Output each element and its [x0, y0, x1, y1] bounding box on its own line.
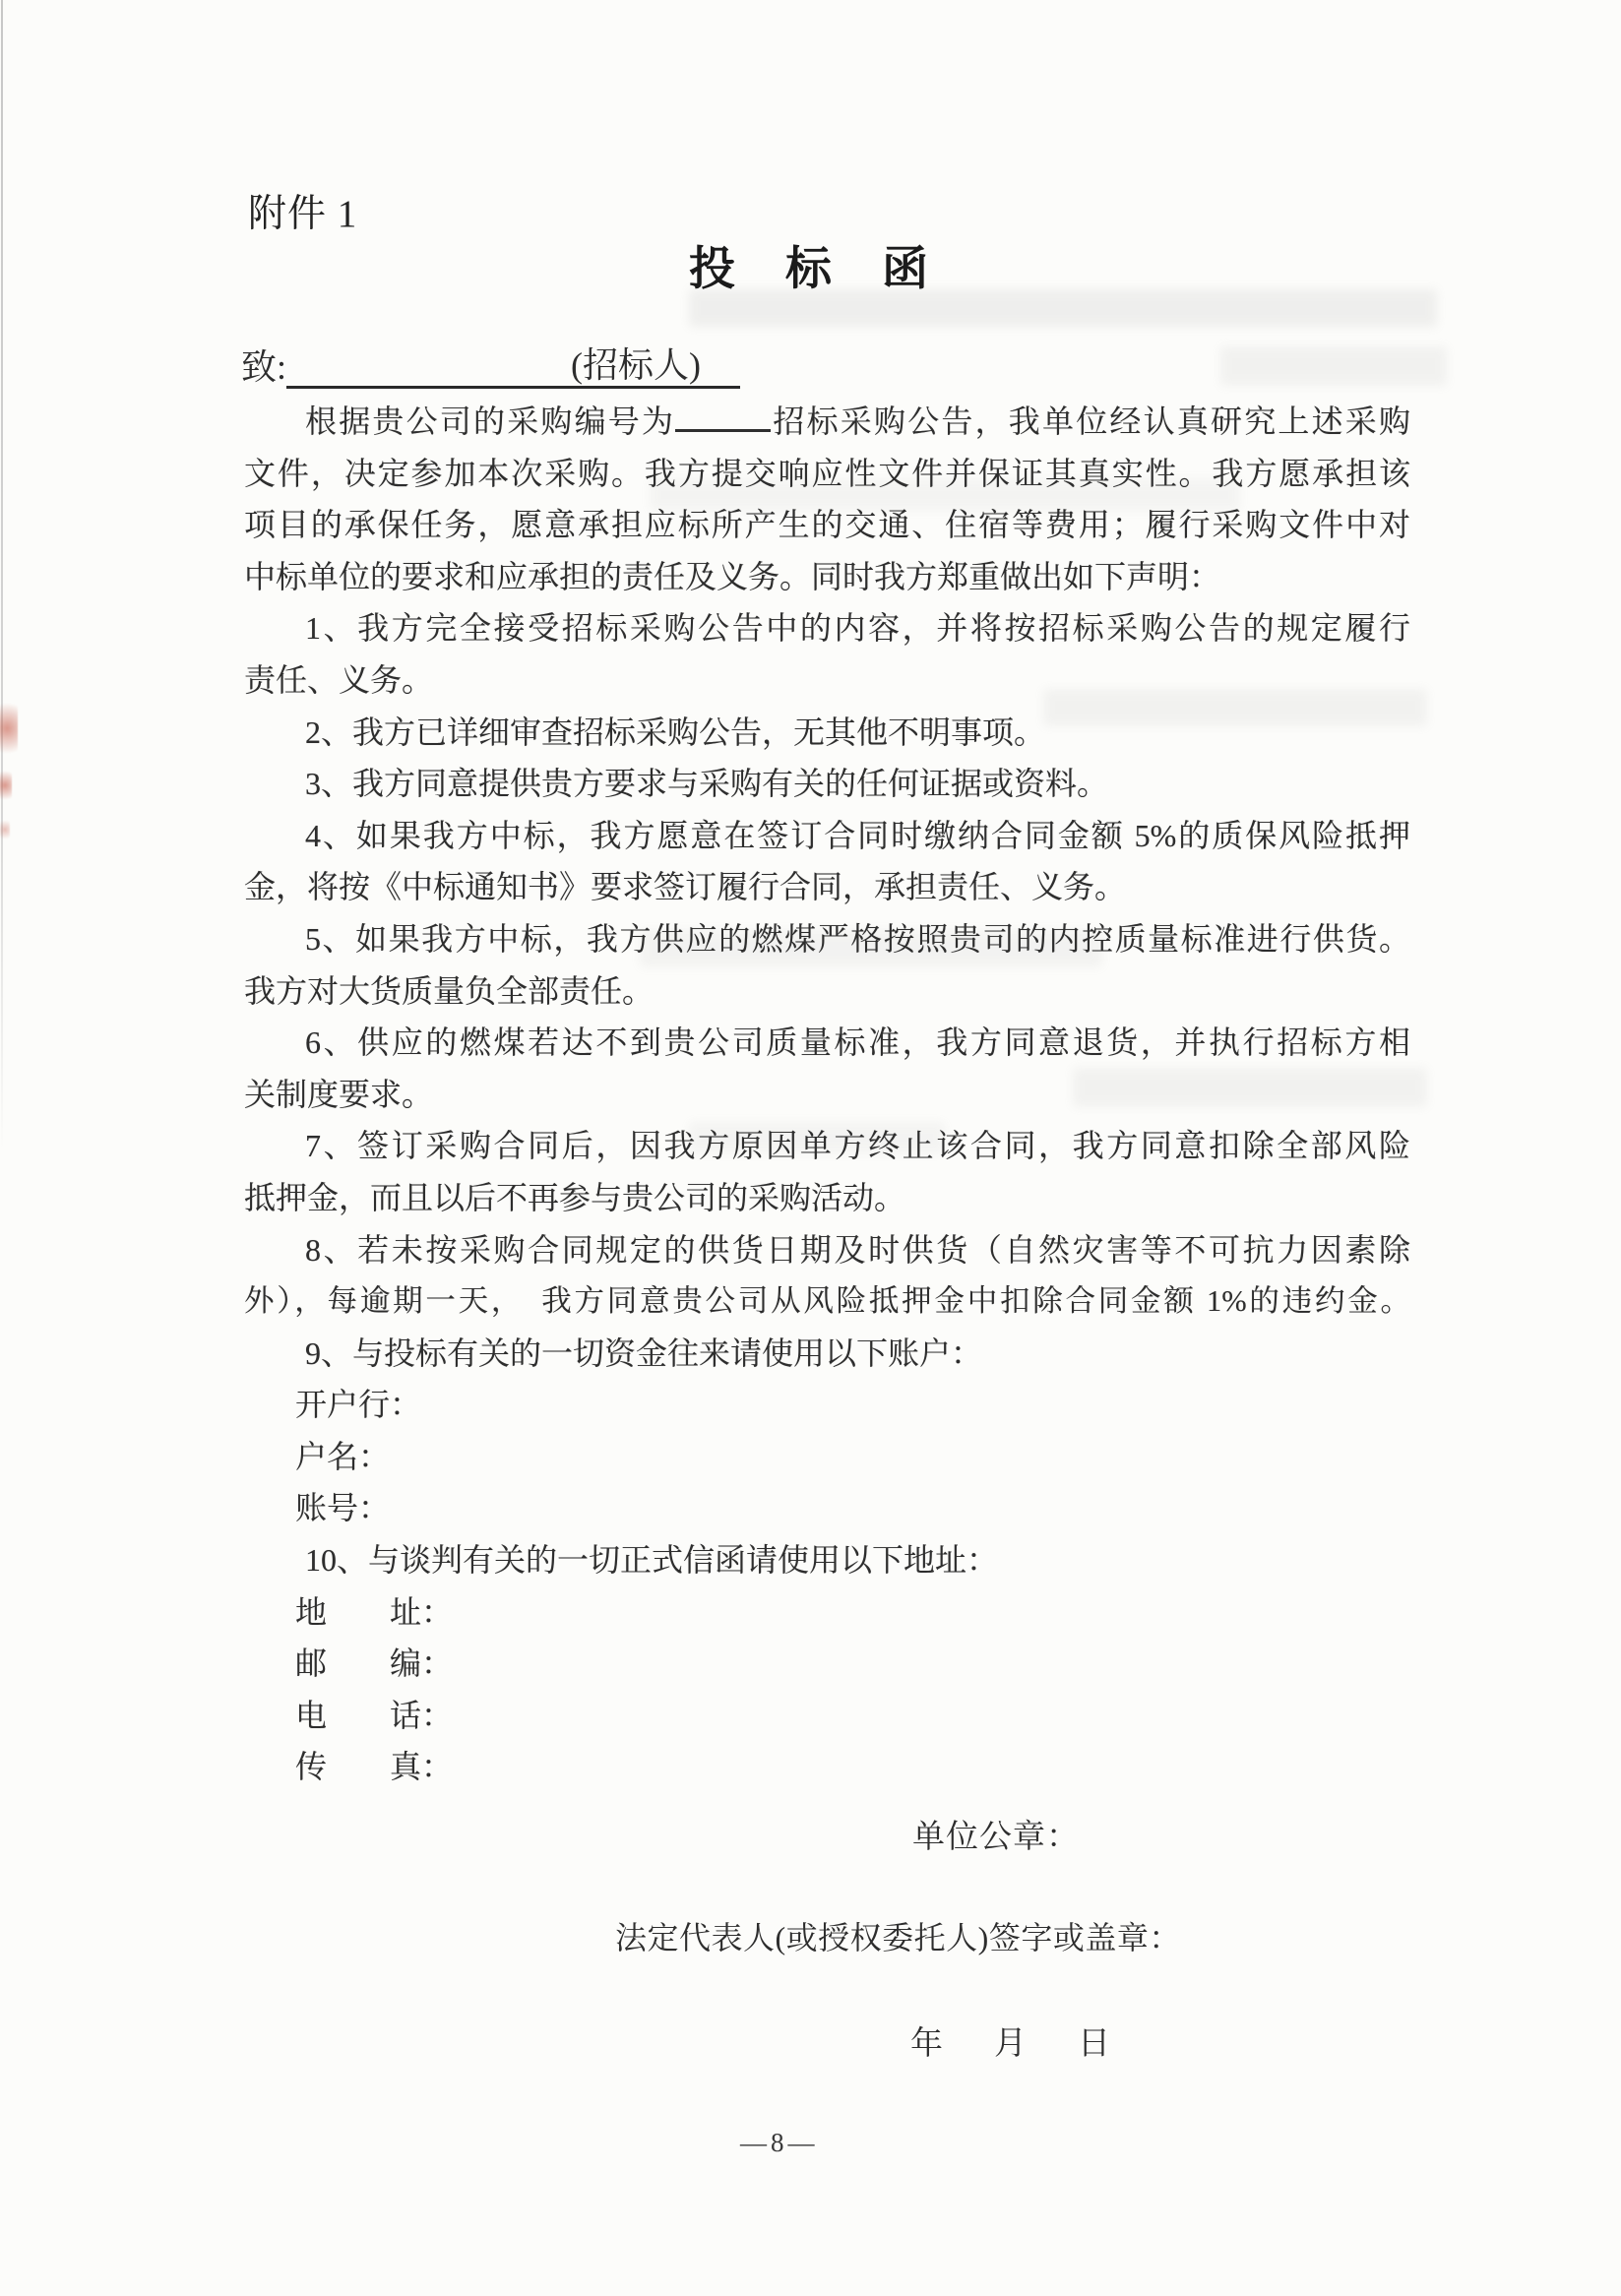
date-day-label: 日 — [1078, 2026, 1110, 2062]
text-line — [244, 551, 1410, 603]
text-run: 关制度要求。 — [244, 1076, 434, 1112]
text-run: 金，将按《中标通知书》要求签订履行合同，承担责任、义务。 — [244, 869, 1127, 905]
text-line — [244, 1120, 1410, 1172]
text-line — [244, 1690, 1410, 1742]
text-line — [244, 396, 1410, 448]
text-line — [244, 810, 1410, 862]
text-run: 6、供应的燃煤若达不到贵公司质量标准，我方同意退货，并执行招标方相 — [305, 1024, 1410, 1061]
text-line — [244, 602, 1410, 654]
text-line — [244, 1638, 1410, 1690]
red-ink-smudge — [0, 694, 18, 763]
red-ink-smudge — [0, 817, 10, 842]
text-line — [244, 1741, 1410, 1793]
text-run: 邮 编： — [295, 1645, 454, 1682]
text-run: 2、我方已详细审查招标采购公告，无其他不明事项。 — [305, 714, 1046, 750]
text-line — [244, 1224, 1410, 1276]
date-line — [910, 2017, 1110, 2064]
text-run: 我方对大货质量负全部责任。 — [244, 972, 655, 1009]
text-run: 责任、义务。 — [244, 661, 434, 698]
text-line — [244, 861, 1410, 913]
salutation-prefix: 致: — [241, 347, 287, 387]
text-run: 7、签订采购合同后，因我方原因单方终止该合同，我方同意扣除全部风险 — [305, 1128, 1410, 1164]
text-line — [244, 913, 1410, 965]
document-title: 投 标 函 — [689, 244, 930, 295]
attachment-label: 附件 1 — [248, 193, 358, 235]
text-run: 8、若未按采购合同规定的供货日期及时供货（自然灾害等不可抗力因素除 — [305, 1231, 1410, 1268]
letter-body — [244, 396, 1410, 1793]
text-run: 5、如果我方中标，我方供应的燃煤严格按照贵司的内控质量标准进行供货。 — [305, 920, 1410, 957]
text-line — [244, 758, 1410, 810]
text-line — [244, 1379, 1410, 1431]
text-run: 1、我方完全接受招标采购公告中的内容，并将按招标采购公告的规定履行 — [305, 610, 1410, 647]
text-line — [244, 1482, 1410, 1534]
text-run: 传 真： — [295, 1749, 454, 1785]
text-line — [244, 1328, 1410, 1380]
text-run: 4、如果我方中标，我方愿意在签订合同时缴纳合同金额 5%的质保风险抵押 — [305, 817, 1410, 853]
scan-edge-line — [1, 0, 3, 1151]
text-line — [244, 1534, 1410, 1586]
page-number: —8— — [740, 2128, 819, 2157]
text-run: 9、与投标有关的一切资金往来请使用以下账户： — [305, 1334, 983, 1371]
text-line — [244, 965, 1410, 1018]
blank-underline — [675, 403, 771, 432]
company-seal-label: 单位公章： — [912, 1820, 1080, 1855]
text-run: 根据贵公司的采购编号为 — [305, 403, 676, 439]
text-line — [244, 1069, 1410, 1121]
recipient-hint: (招标人) — [571, 345, 702, 385]
text-line — [244, 1275, 1410, 1328]
recipient-blank-underline — [286, 343, 740, 389]
text-line — [244, 707, 1410, 759]
text-run: 开户行： — [295, 1387, 422, 1423]
text-run: 地 址： — [295, 1593, 454, 1630]
legal-representative-label: 法定代表人(或授权委托人)签字或盖章： — [615, 1920, 1181, 1955]
text-line — [244, 1017, 1410, 1069]
text-line — [244, 1172, 1410, 1224]
bleed-through-mark — [1220, 346, 1447, 386]
text-line — [244, 448, 1410, 500]
text-run: 3、我方同意提供贵方要求与采购有关的任何证据或资料。 — [305, 766, 1109, 802]
text-line — [244, 499, 1410, 551]
text-run: 中标单位的要求和应承担的责任及义务。同时我方郑重做出如下声明： — [244, 558, 1221, 594]
text-run: 电 话： — [295, 1697, 454, 1733]
text-run: 招标采购公告，我单位经认真研究上述采购 — [771, 403, 1410, 439]
date-month-label: 月 — [994, 2026, 1027, 2062]
text-run: 文件，决定参加本次采购。我方提交响应性文件并保证其真实性。我方愿承担该 — [244, 455, 1410, 491]
date-year-label: 年 — [910, 2026, 943, 2062]
text-line — [244, 1431, 1410, 1483]
text-run: 10、与谈判有关的一切正式信函请使用以下地址： — [305, 1542, 999, 1579]
text-run: 抵押金，而且以后不再参与贵公司的采购活动。 — [244, 1179, 906, 1215]
text-run: 账号： — [295, 1490, 391, 1526]
text-line — [244, 1586, 1410, 1639]
text-run: 项目的承保任务，愿意承担应标所产生的交通、住宿等费用；履行采购文件中对 — [244, 507, 1410, 543]
salutation-line — [241, 343, 740, 389]
text-line — [244, 654, 1410, 707]
red-ink-smudge — [0, 766, 12, 805]
text-run: 户名： — [295, 1438, 391, 1474]
text-run: 外），每逾期一天， 我方同意贵公司从风险抵押金中扣除合同金额 1%的违约金。 — [244, 1284, 1410, 1319]
